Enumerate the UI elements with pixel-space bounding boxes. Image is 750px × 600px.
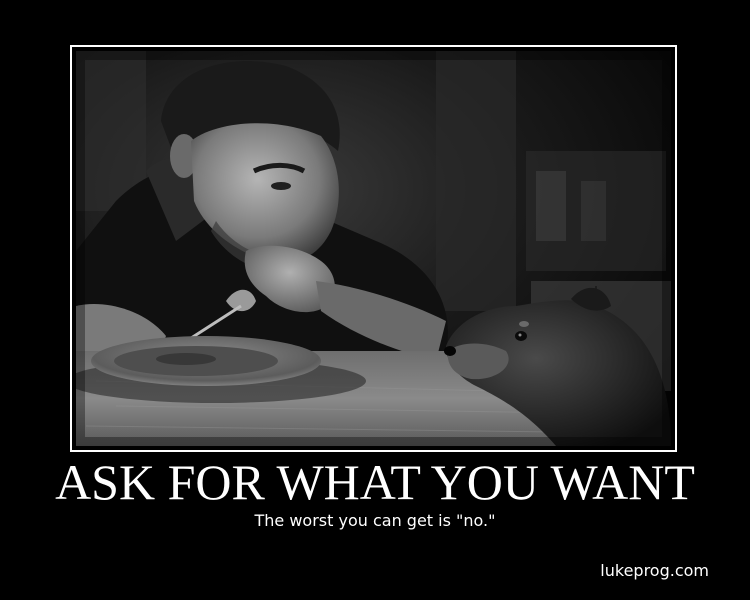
poster-headline: ASK FOR WHAT YOU WANT — [55, 454, 695, 510]
poster-subline: The worst you can get is "no." — [254, 511, 496, 530]
photo — [76, 51, 671, 446]
doorway — [436, 51, 516, 311]
photo-frame — [70, 45, 677, 452]
poster-credit: lukeprog.com — [600, 561, 709, 580]
photo-illustration — [76, 51, 671, 446]
